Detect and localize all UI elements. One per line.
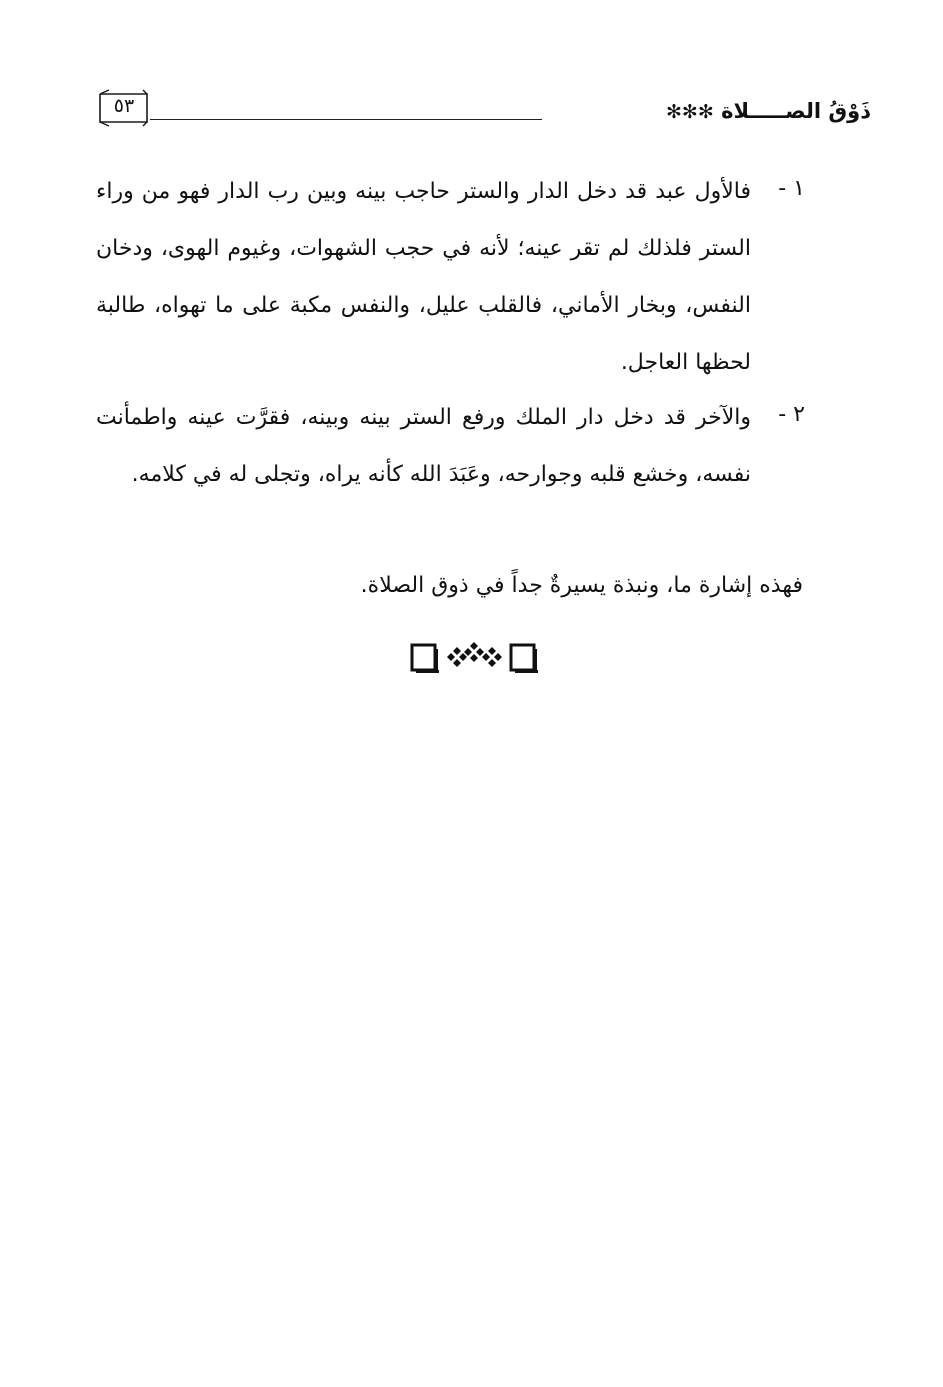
running-title xyxy=(666,96,871,127)
section-end-ornament xyxy=(407,639,540,675)
header-rule xyxy=(150,119,542,120)
ornament-icon xyxy=(407,639,540,675)
page-number-frame xyxy=(97,88,151,128)
title-stars: ✻✻✻ xyxy=(665,101,714,123)
page-number: ٥٣ xyxy=(113,95,135,117)
item-paragraph: فالأول عبد قد دخل الدار والستر حاجب بينه وبين رب الدار فهو من وراء الستر فلذلك لم تقر عينه؛ لأنه في حجب الشهوات، وغيوم الهوى، ودخان النفس، وبخار الأماني، فالقلب عليل، والنفس مكبة على ما تهواه، طالبة لحظها العاجل. xyxy=(96,179,751,375)
item-paragraph: والآخر قد دخل دار الملك ورفع الستر بينه وبينه، فقرَّت عينه واطمأنت نفسه، وخشع قلبه وجوارحه، وعَبَدَ الله كأنه يراه، وتجلى له في كلامه. xyxy=(96,405,751,487)
item-number: ١ - xyxy=(778,176,805,201)
item-number: ٢ - xyxy=(778,402,805,427)
closing-paragraph: فهذه إشارة ما، ونبذة يسيرةٌ جداً في ذوق الصلاة. xyxy=(360,573,803,598)
book-title: ذَوْقُ الصـــــلاة xyxy=(721,99,871,123)
